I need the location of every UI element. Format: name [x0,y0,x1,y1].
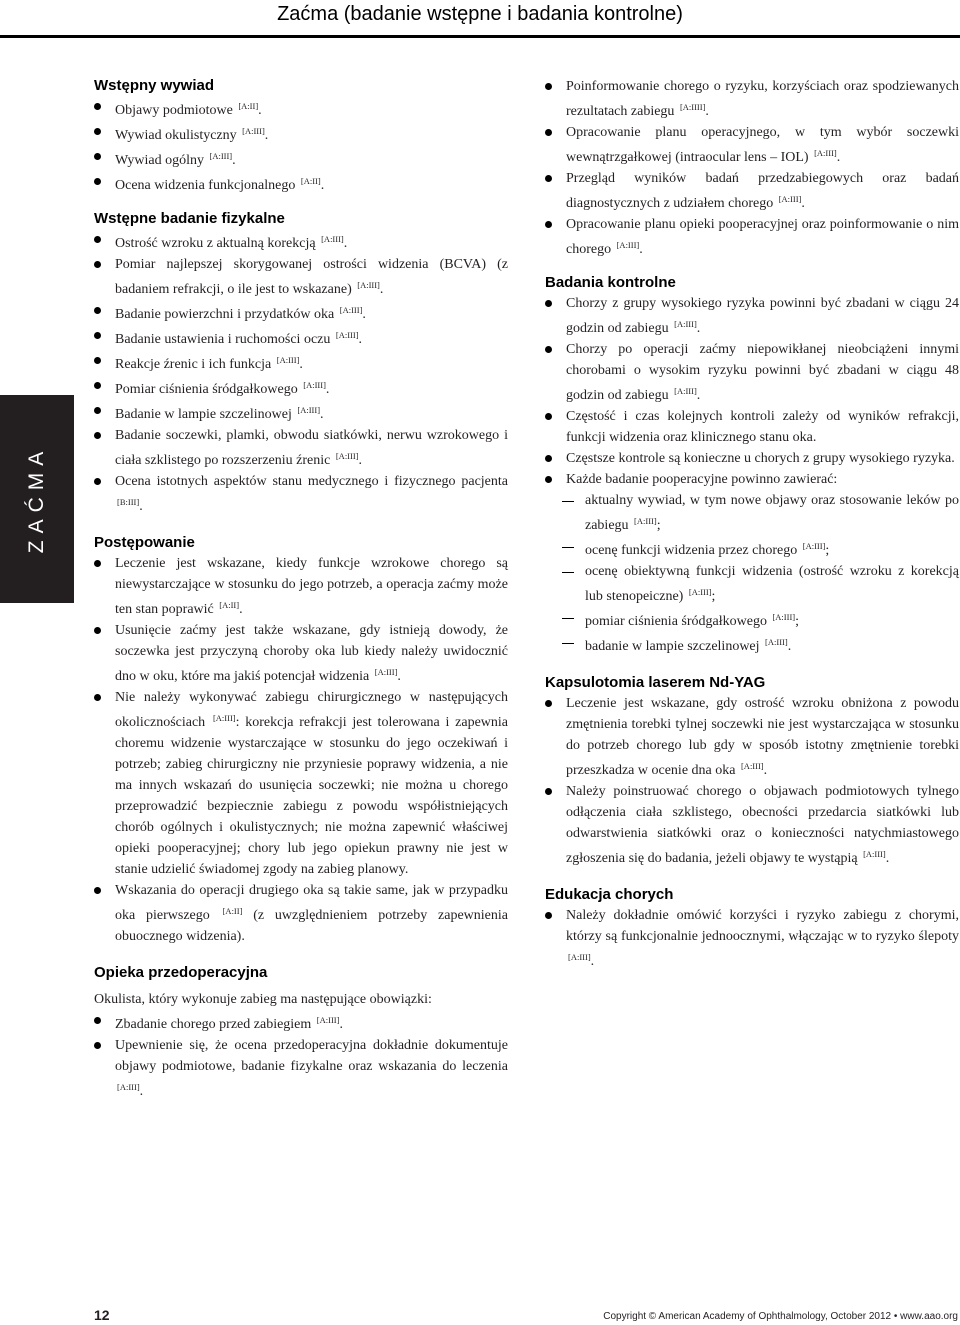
item-text: ocenę obiektywną funkcji widzenia (ostrość wzroku z korekcją lub stenopeiczne) [585,564,959,604]
item-tail: . [258,103,262,118]
list-item [94,300,508,325]
section-yag-capsulotomy [545,673,959,869]
section-heading: Wstępny wywiad [94,77,215,94]
item-tail: . [239,602,243,617]
evidence-tag: [A:III] [242,126,265,136]
evidence-tag: [A:III] [863,849,886,859]
item-tail: . [325,382,330,397]
section-intro: Okulista, który wykonuje zabieg ma następujące obowiązki: [94,992,432,1007]
item-tail: ; [825,543,830,558]
section-heading: Badania kontrolne [545,274,676,291]
item-tail: . [705,104,709,119]
left-column [94,76,508,1102]
list-item [545,561,959,607]
item-text: Badanie soczewki, plamki, obwodu siatkówki, nerwu wzrokowego i ciała szklistego po rozszerzeniu źrenic [115,428,508,468]
item-text: Częstsze kontrole są konieczne u chorych z grupy wysokiego ryzyka. [566,451,955,466]
evidence-tag: [A:IIII] [679,102,706,112]
item-text: pomiar ciśnienia śródgałkowego [585,614,767,629]
right-column [545,76,959,972]
side-tab-label: ZAĆMA [25,444,48,554]
item-text: Badanie powierzchni i przydatków oka [115,307,335,322]
list-item [94,880,508,947]
list-item [545,905,959,972]
evidence-tag: [A:II] [238,101,259,111]
evidence-tag: [A:III] [335,451,359,461]
list-item [545,469,959,490]
item-tail: . [787,639,792,654]
list-item [545,339,959,406]
section-preop-care [94,963,508,1102]
list-item [545,781,959,869]
list-item [545,536,959,561]
page-title: Zaćma (badanie wstępne i badania kontrolne) [277,3,683,25]
item-tail: . [264,128,269,143]
evidence-tag: [A:III] [740,761,764,771]
item-tail: . [696,388,701,403]
list-item [94,325,508,350]
item-tail: . [320,407,324,422]
item-text: Usunięcie zaćmy jest także wskazane, gdy istnieją dowody, że soczewka jest przyczyną choroby oka lub kiedy należy uwidocznić dno w oku, które ma jakiś potencjał widzenia [115,623,508,684]
list-item [94,553,508,620]
item-text: Chorzy po operacji zaćmy niepowikłanej nieobciążeni innymi chorobami o wysokim ryzyku powinni być zbadani w ciągu 48 godzin od zabiegu [566,342,959,403]
item-text: aktualny wywiad, w tym nowe objawy oraz stosowanie leków po zabiegu [585,493,959,533]
item-text: Należy poinstruować chorego o objawach podmiotowych tylnego odłączenia ciała szklistego, obecności przedarcia siatkówki lub odwarstwienia siatkówki oraz o konieczności natychmiastowego zgłoszenia się do badania, jeżeli objawy te wystąpią [566,784,959,866]
bullet-list [94,229,508,517]
list-item [545,693,959,781]
item-tail: ; [656,518,661,533]
evidence-tag: [A:III] [117,1082,140,1092]
item-tail: . [358,332,363,347]
evidence-tag: [A:II] [222,906,243,916]
item-tail: . [358,453,362,468]
item-text: Nie należy wykonywać zabiegu chirurgicznego w następujących okolicznościach [115,690,508,730]
item-tail: . [139,499,143,514]
evidence-tag: [A:III] [772,612,796,622]
item-text: Częstość i czas kolejnych kontroli zależy od wyników refrakcji, funkcji widzenia oraz klinicznego stanu oka. [566,409,959,445]
item-text: Pomiar ciśnienia śródgałkowego [115,382,298,397]
item-text: Przegląd wyników badań przedzabiegowych oraz badań diagnostycznych z udziałem chorego [566,171,959,211]
evidence-tag: [A:III] [335,330,359,340]
side-tab [0,395,74,603]
evidence-tag: [A:III] [814,148,837,158]
list-item [94,96,508,121]
list-item [94,425,508,471]
item-text: Reakcje źrenic i ich funkcja [115,357,272,372]
evidence-tag: [A:III] [674,319,697,329]
item-tail: ; [795,614,799,629]
evidence-tag: [A:III] [357,280,380,290]
item-text: Wskazania do operacji drugiego oka są takie same, jak w przypadku oka pierwszego [115,883,508,923]
item-text: Ocena widzenia funkcjonalnego [115,178,296,193]
item-tail: . [320,178,325,193]
bullet-list [94,1010,508,1102]
item-tail: . [299,357,303,372]
section-initial-history [94,76,508,196]
evidence-tag: [A:II] [219,600,240,610]
item-text: Ocena istotnych aspektów stanu medycznego i fizycznego pacjenta [115,474,508,489]
list-item [545,168,959,214]
dash-list [545,490,959,657]
item-text: Wywiad okulistyczny [115,128,237,143]
list-item [94,620,508,687]
bullet-list [545,293,959,490]
item-tail: : korekcja refrakcji jest tolerowana i zapewnia choremu widzenie wystarczające w stosunku do jego oczekiwań i potrzeb; zabieg chirurgiczny nie przyniesie poprawy widzenia, a nie ma innych wskazań do usunięcia soczewki; nie można u chorego przeprowadzić bezpiecznie zabiegu z powodu współistniejących chorób ogólnych i okulistycznych; nie można zapewnić właściwej opieki pooperacyjnej; chory lub jego opiekun prawny nie jest w stanie udzielić świadomej zgody na zabieg planowy. [115,715,509,877]
list-item [94,1035,508,1102]
section-heading: Kapsulotomia laserem Nd-YAG [545,674,766,691]
evidence-tag: [A:III] [321,234,344,244]
evidence-tag: [A:III] [316,1015,340,1025]
section-patient-education [545,885,959,972]
list-item [94,171,508,196]
page-number: 12 [94,1307,110,1323]
bullet-list [94,553,508,947]
section-management [94,533,508,947]
bullet-list [545,76,959,260]
evidence-tag: [A:III] [212,713,236,723]
item-tail: . [763,763,768,778]
evidence-tag: [A:III] [802,541,826,551]
item-tail: . [590,954,595,969]
list-item [94,1010,508,1035]
evidence-tag: [A:III] [778,194,802,204]
item-text: Każde badanie pooperacyjne powinno zawierać: [566,472,838,487]
section-heading: Opieka przedoperacyjna [94,964,268,981]
evidence-tag: [A:III] [303,380,326,390]
item-text: Opracowanie planu opieki pooperacyjnej oraz poinformowanie o nim chorego [566,217,959,257]
section-initial-exam [94,209,508,517]
item-text: Poinformowanie chorego o ryzyku, korzyściach oraz spodziewanych rezultatach zabiegu [566,79,959,119]
item-tail: . [639,242,643,257]
list-item [94,400,508,425]
list-item [94,121,508,146]
section-heading: Postępowanie [94,534,195,551]
list-item [94,146,508,171]
item-text: ocenę funkcji widzenia przez chorego [585,543,798,558]
list-item [545,293,959,339]
item-tail: (z uwzględnieniem potrzeby zapewnienia obuocznego widzenia). [115,908,509,944]
list-item [545,76,959,122]
list-item [545,214,959,260]
item-text: Ostrość wzroku z aktualną korekcją [115,236,316,251]
item-text: Badanie ustawienia i ruchomości oczu [115,332,331,347]
item-tail: . [836,150,841,165]
item-tail: . [696,321,701,336]
list-item [545,607,959,632]
list-item [545,448,959,469]
evidence-tag: [A:III] [374,667,398,677]
section-preop-continued [545,76,959,260]
item-tail: . [232,153,236,168]
evidence-tag: [A:III] [634,516,657,526]
section-heading: Wstępne badanie fizykalne [94,210,285,227]
item-text: badanie w lampie szczelinowej [585,639,760,654]
item-tail: . [397,669,401,684]
bullet-list [94,96,508,196]
list-item [545,632,959,657]
evidence-tag: [A:III] [616,240,640,250]
list-item [94,350,508,375]
item-text: Pomiar najlepszej skorygowanej ostrości widzenia (BCVA) (z badaniem refrakcji, o ile jest to wskazane) [115,257,508,297]
item-tail: . [362,307,366,322]
evidence-tag: [A:III] [276,355,300,365]
item-text: Wywiad ogólny [115,153,204,168]
list-item [545,490,959,536]
evidence-tag: [A:III] [339,305,363,315]
evidence-tag: [A:II] [300,176,321,186]
evidence-tag: [A:III] [765,637,788,647]
bullet-list [545,905,959,972]
item-text: Upewnienie się, że ocena przedoperacyjna dokładnie dokumentuje objawy podmiotowe, badanie fizykalne oraz wskazania do leczenia [115,1038,508,1074]
list-item [94,229,508,254]
item-tail: . [139,1084,144,1099]
section-follow-up [545,273,959,657]
item-text: Objawy podmiotowe [115,103,233,118]
item-text: Opracowanie planu operacyjnego, w tym wybór soczewki wewnątrzgałkowej (intraocular lens – IOL) [566,125,959,165]
bullet-list [545,693,959,869]
item-tail: . [339,1017,343,1032]
section-heading: Edukacja chorych [545,886,674,903]
evidence-tag: [A:III] [297,405,321,415]
item-text: Zbadanie chorego przed zabiegiem [115,1017,312,1032]
item-tail: ; [711,589,716,604]
footer-copyright: Copyright © American Academy of Ophthalmology, October 2012 • www.aao.org [603,1311,958,1322]
item-text: Badanie w lampie szczelinowej [115,407,292,422]
item-text: Należy dokładnie omówić korzyści i ryzyko zabiegu z chorymi, którzy są funkcjonalnie jednoocznymi, włączając w to ryzyko ślepoty [566,908,959,944]
item-tail: . [801,196,805,211]
item-text: Leczenie jest wskazane, kiedy funkcje wzrokowe chorego są niewystarczające w stosunku do jego potrzeb, a operacja zaćmy może ten stan poprawić [115,556,508,617]
evidence-tag: [B:III] [117,497,140,507]
item-tail: . [343,236,348,251]
list-item [94,375,508,400]
title-rule [0,35,960,38]
list-item [545,122,959,168]
list-item [94,471,508,517]
item-tail: . [885,851,890,866]
evidence-tag: [A:III] [688,587,712,597]
evidence-tag: [A:III] [209,151,233,161]
item-text: Leczenie jest wskazane, gdy ostrość wzroku obniżona z powodu zmętnienia torebki tylnej soczewki nie jest wystarczająca w stosunku do potrzeb chorego lub gdy w sposób istotny zmętnienie torebki przeszkadza w ocenie dna oka [566,696,959,778]
list-item [94,687,508,880]
list-item [94,254,508,300]
evidence-tag: [A:III] [674,386,697,396]
item-tail: . [379,282,384,297]
list-item [545,406,959,448]
item-text: Chorzy z grupy wysokiego ryzyka powinni być zbadani w ciągu 24 godzin od zabiegu [566,296,959,336]
evidence-tag: [A:III] [568,952,591,962]
